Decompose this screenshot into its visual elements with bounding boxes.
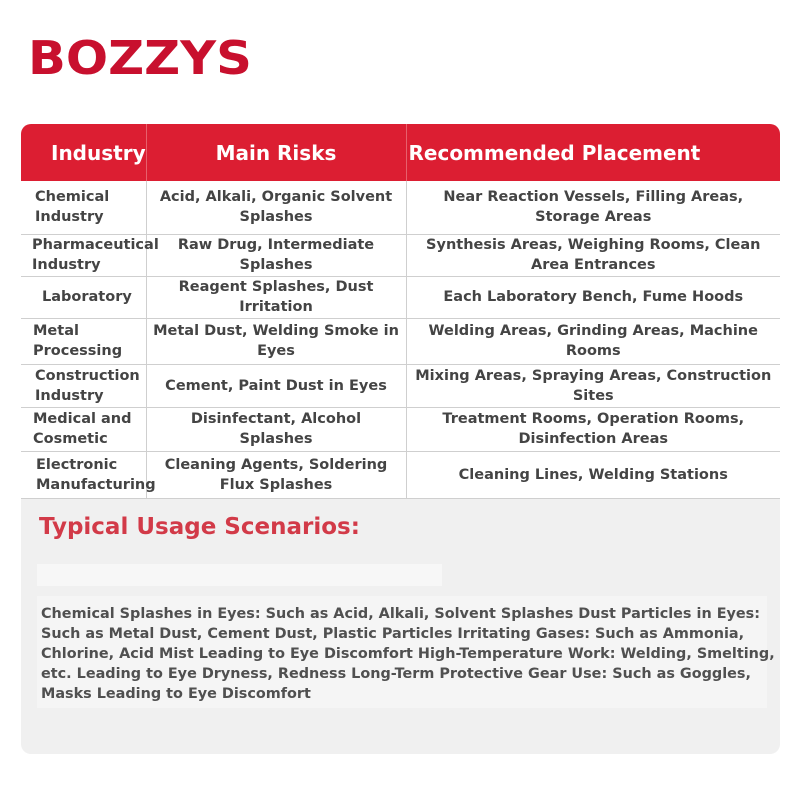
scenarios-text: Chemical Splashes in Eyes: Such as Acid, Alkali, Solvent Splashes Dust Particles in Eyes: Such as Metal Dust, Cement Dust, Plastic Particles Irritating Gases: Such as Ammonia, Chlorine, Acid Mist Leading to Eye Discomfort High-Temperature Work: Welding, Smelting, etc. Leading to Eye Dryness, Redness Long-Term Protective Gear Use: Such as Goggles, Masks Leading to Eye Discomfort bbox=[41, 606, 775, 702]
divider-bar bbox=[37, 564, 442, 586]
placement-cell: Cleaning Lines, Welding Stations bbox=[406, 451, 780, 498]
risks-cell: Raw Drug, Intermediate Splashes bbox=[146, 234, 406, 276]
risks-cell: Cement, Paint Dust in Eyes bbox=[146, 364, 406, 407]
scenarios-heading: Typical Usage Scenarios: bbox=[39, 514, 360, 540]
table-row bbox=[21, 276, 780, 318]
header-recommended-placement: Recommended Placement bbox=[406, 124, 780, 181]
industry-cell: Laboratory bbox=[21, 276, 146, 318]
brand-logo: BOZZYS bbox=[28, 31, 252, 85]
placement-cell: Each Laboratory Bench, Fume Hoods bbox=[406, 276, 780, 318]
industry-cell: Electronic Manufacturing bbox=[21, 451, 146, 498]
header-main-risks: Main Risks bbox=[146, 124, 406, 181]
industry-cell: Construction Industry bbox=[21, 364, 146, 407]
placement-cell: Synthesis Areas, Weighing Rooms, Clean Area Entrances bbox=[406, 234, 780, 276]
table-row bbox=[21, 318, 780, 364]
table-row bbox=[21, 181, 780, 234]
risks-cell: Cleaning Agents, Soldering Flux Splashes bbox=[146, 451, 406, 498]
placement-cell: Welding Areas, Grinding Areas, Machine Rooms bbox=[406, 318, 780, 364]
table-header-row bbox=[21, 124, 780, 181]
table-row bbox=[21, 451, 780, 498]
industry-cell: Metal Processing bbox=[21, 318, 146, 364]
header-industry: Industry bbox=[21, 124, 146, 181]
risks-cell: Reagent Splashes, Dust Irritation bbox=[146, 276, 406, 318]
content-card bbox=[21, 124, 780, 754]
industry-cell: Pharmaceutical Industry bbox=[21, 234, 146, 276]
industry-cell: Medical and Cosmetic bbox=[21, 407, 146, 451]
risks-cell: Acid, Alkali, Organic Solvent Splashes bbox=[146, 181, 406, 234]
risks-cell: Disinfectant, Alcohol Splashes bbox=[146, 407, 406, 451]
placement-cell: Treatment Rooms, Operation Rooms, Disinfection Areas bbox=[406, 407, 780, 451]
table-row bbox=[21, 234, 780, 276]
industry-cell: Chemical Industry bbox=[21, 181, 146, 234]
industry-risk-table bbox=[21, 124, 780, 499]
risks-cell: Metal Dust, Welding Smoke in Eyes bbox=[146, 318, 406, 364]
placement-cell: Mixing Areas, Spraying Areas, Construction Sites bbox=[406, 364, 780, 407]
table-row bbox=[21, 364, 780, 407]
placement-cell: Near Reaction Vessels, Filling Areas, Storage Areas bbox=[406, 181, 780, 234]
table-row bbox=[21, 407, 780, 451]
